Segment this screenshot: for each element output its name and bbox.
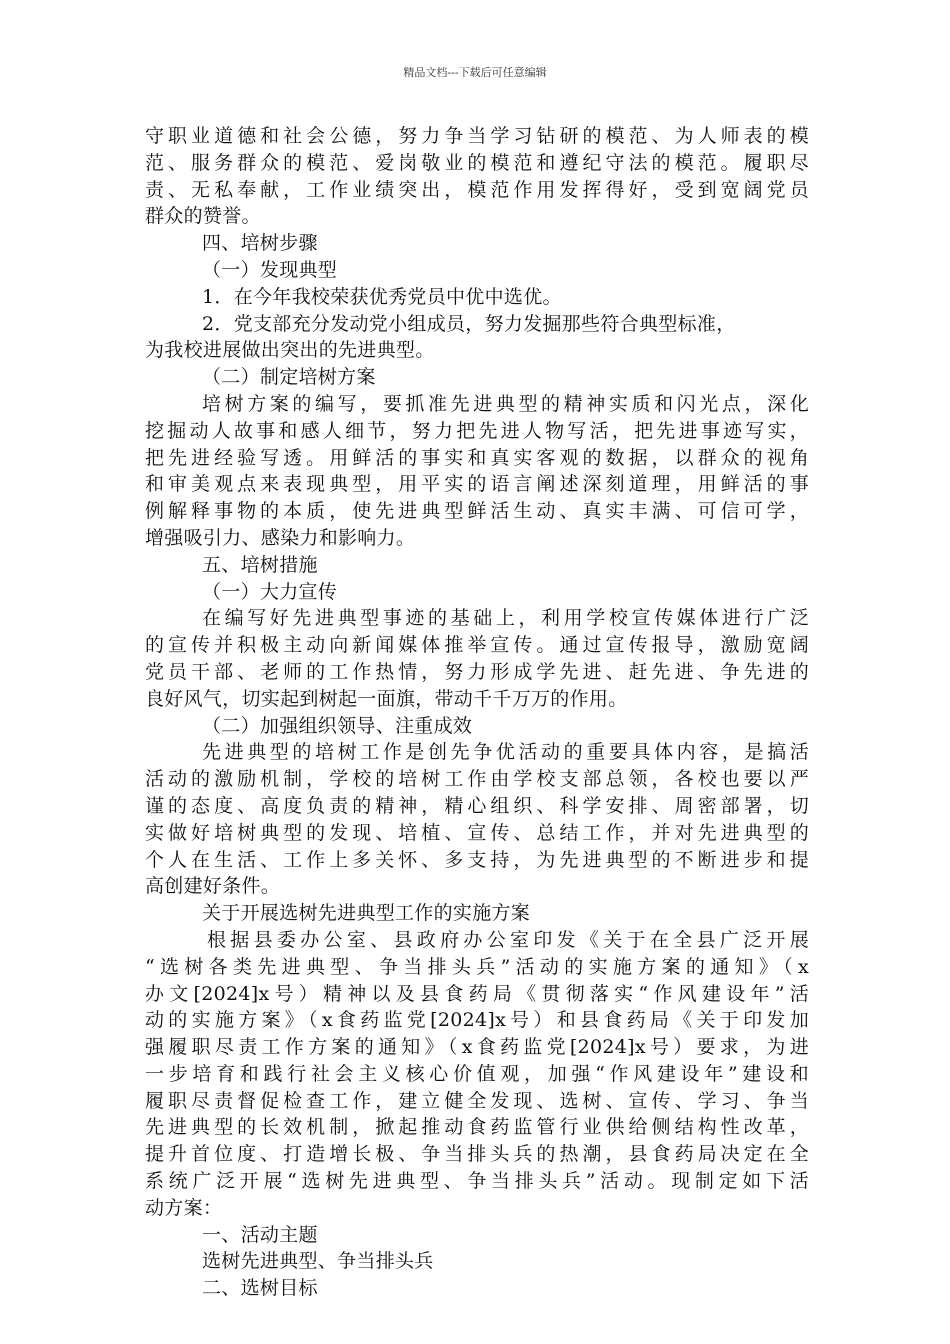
- paragraph-line: 1．在今年我校荣获优秀党员中优中选优。: [202, 285, 562, 308]
- paragraph-line: 范、服务群众的模范、爱岗敬业的模范和遵纪守法的模范。履职尽: [145, 151, 809, 174]
- paragraph-line: 根据县委办公室、县政府办公室印发《关于在全县广泛开展: [207, 928, 809, 951]
- paragraph-line: 增强吸引力、感染力和影响力。: [145, 526, 416, 549]
- paragraph-line: （一）大力宣传: [202, 580, 338, 603]
- paragraph-line: 一步培育和践行社会主义核心价值观，加强“作风建设年”建设和: [145, 1062, 809, 1085]
- paragraph-line: 党员干部、老师的工作热情，努力形成学先进、赶先进、争先进的: [145, 660, 809, 683]
- paragraph-line: 选树先进典型、争当排头兵: [202, 1250, 434, 1273]
- paragraph-line: 培树方案的编写，要抓准先进典型的精神实质和闪光点，深化: [202, 392, 809, 415]
- paragraph-line: 高创建好条件。: [145, 875, 281, 898]
- document-body: [145, 123, 809, 1302]
- paragraph-line: 五、培树措施: [202, 553, 318, 576]
- paragraph-line: 强履职尽责工作方案的通知》（x食药监党[2024]x号）要求，为进: [145, 1036, 809, 1059]
- paragraph-line: 提升首位度、打造增长极、争当排头兵的热潮，县食药局决定在全: [145, 1143, 809, 1166]
- paragraph-line: （二）制定培树方案: [202, 366, 376, 389]
- paragraph-line: 个人在生活、工作上多关怀、多支持，为先进典型的不断进步和提: [145, 848, 809, 871]
- paragraph-line: 挖掘动人故事和感人细节，努力把先进人物写活，把先进事迹写实，: [145, 419, 809, 442]
- paragraph-line: 责、无私奉献，工作业绩突出，模范作用发挥得好，受到宽阔党员: [145, 178, 809, 201]
- paragraph-line: 良好风气，切实起到树起一面旗，带动千千万万的作用。: [145, 687, 628, 710]
- paragraph-line: 动的实施方案》（x食药监党[2024]x号）和县食药局《关于印发加: [145, 1009, 809, 1032]
- paragraph-line: 例解释事物的本质，使先进典型鲜活生动、真实丰满、可信可学，: [145, 500, 809, 523]
- paragraph-line: 动方案：: [145, 1196, 223, 1219]
- paragraph-line: 履职尽责督促检查工作，建立健全发现、选树、宣传、学习、争当: [145, 1089, 809, 1112]
- paragraph-line: 四、培树步骤: [202, 232, 318, 255]
- paragraph-line: “选树各类先进典型、争当排头兵”活动的实施方案的通知》（x: [145, 955, 809, 978]
- paragraph-line: 和审美观点来表现典型，用平实的语言阐述深刻道理，用鲜活的事: [145, 473, 809, 496]
- paragraph-line: 一、活动主题: [202, 1223, 318, 1246]
- paragraph-line: 群众的赞誉。: [145, 205, 261, 228]
- paragraph-line: 把先进经验写透。用鲜活的事实和真实客观的数据，以群众的视角: [145, 446, 809, 469]
- paragraph-line: 活动的激励机制，学校的培树工作由学校支部总领，各校也要以严: [145, 768, 809, 791]
- paragraph-line: 二、选树目标: [202, 1277, 318, 1300]
- paragraph-line: 先进典型的长效机制，掀起推动食药监管行业供给侧结构性改革，: [145, 1116, 809, 1139]
- paragraph-line: 2．党支部充分发动党小组成员，努力发掘那些符合典型标准，: [202, 312, 736, 335]
- paragraph-line: 系统广泛开展“选树先进典型、争当排头兵”活动。现制定如下活: [145, 1170, 809, 1193]
- page-header: 精品文档---下载后可任意编辑: [403, 66, 547, 79]
- paragraph-line: 谨的态度、高度负责的精神，精心组织、科学安排、周密部署，切: [145, 794, 809, 817]
- paragraph-line: （一）发现典型: [202, 258, 338, 281]
- paragraph-line: 办文[2024]x号）精神以及县食药局《贯彻落实“作风建设年”活: [145, 982, 809, 1005]
- paragraph-line: 的宣传并积极主动向新闻媒体推举宣传。通过宣传报导，激励宽阔: [145, 634, 809, 657]
- paragraph-line: （二）加强组织领导、注重成效: [202, 714, 473, 737]
- paragraph-line: 在编写好先进典型事迹的基础上，利用学校宣传媒体进行广泛: [202, 607, 809, 630]
- paragraph-line: 守职业道德和社会公德，努力争当学习钻研的模范、为人师表的模: [145, 125, 809, 147]
- paragraph-line: 为我校进展做出突出的先进典型。: [145, 339, 435, 362]
- paragraph-line: 先进典型的培树工作是创先争优活动的重要具体内容，是搞活: [202, 741, 809, 764]
- paragraph-line: 实做好培树典型的发现、培植、宣传、总结工作，并对先进典型的: [145, 821, 809, 844]
- paragraph-line: 关于开展选树先进典型工作的实施方案: [202, 902, 531, 925]
